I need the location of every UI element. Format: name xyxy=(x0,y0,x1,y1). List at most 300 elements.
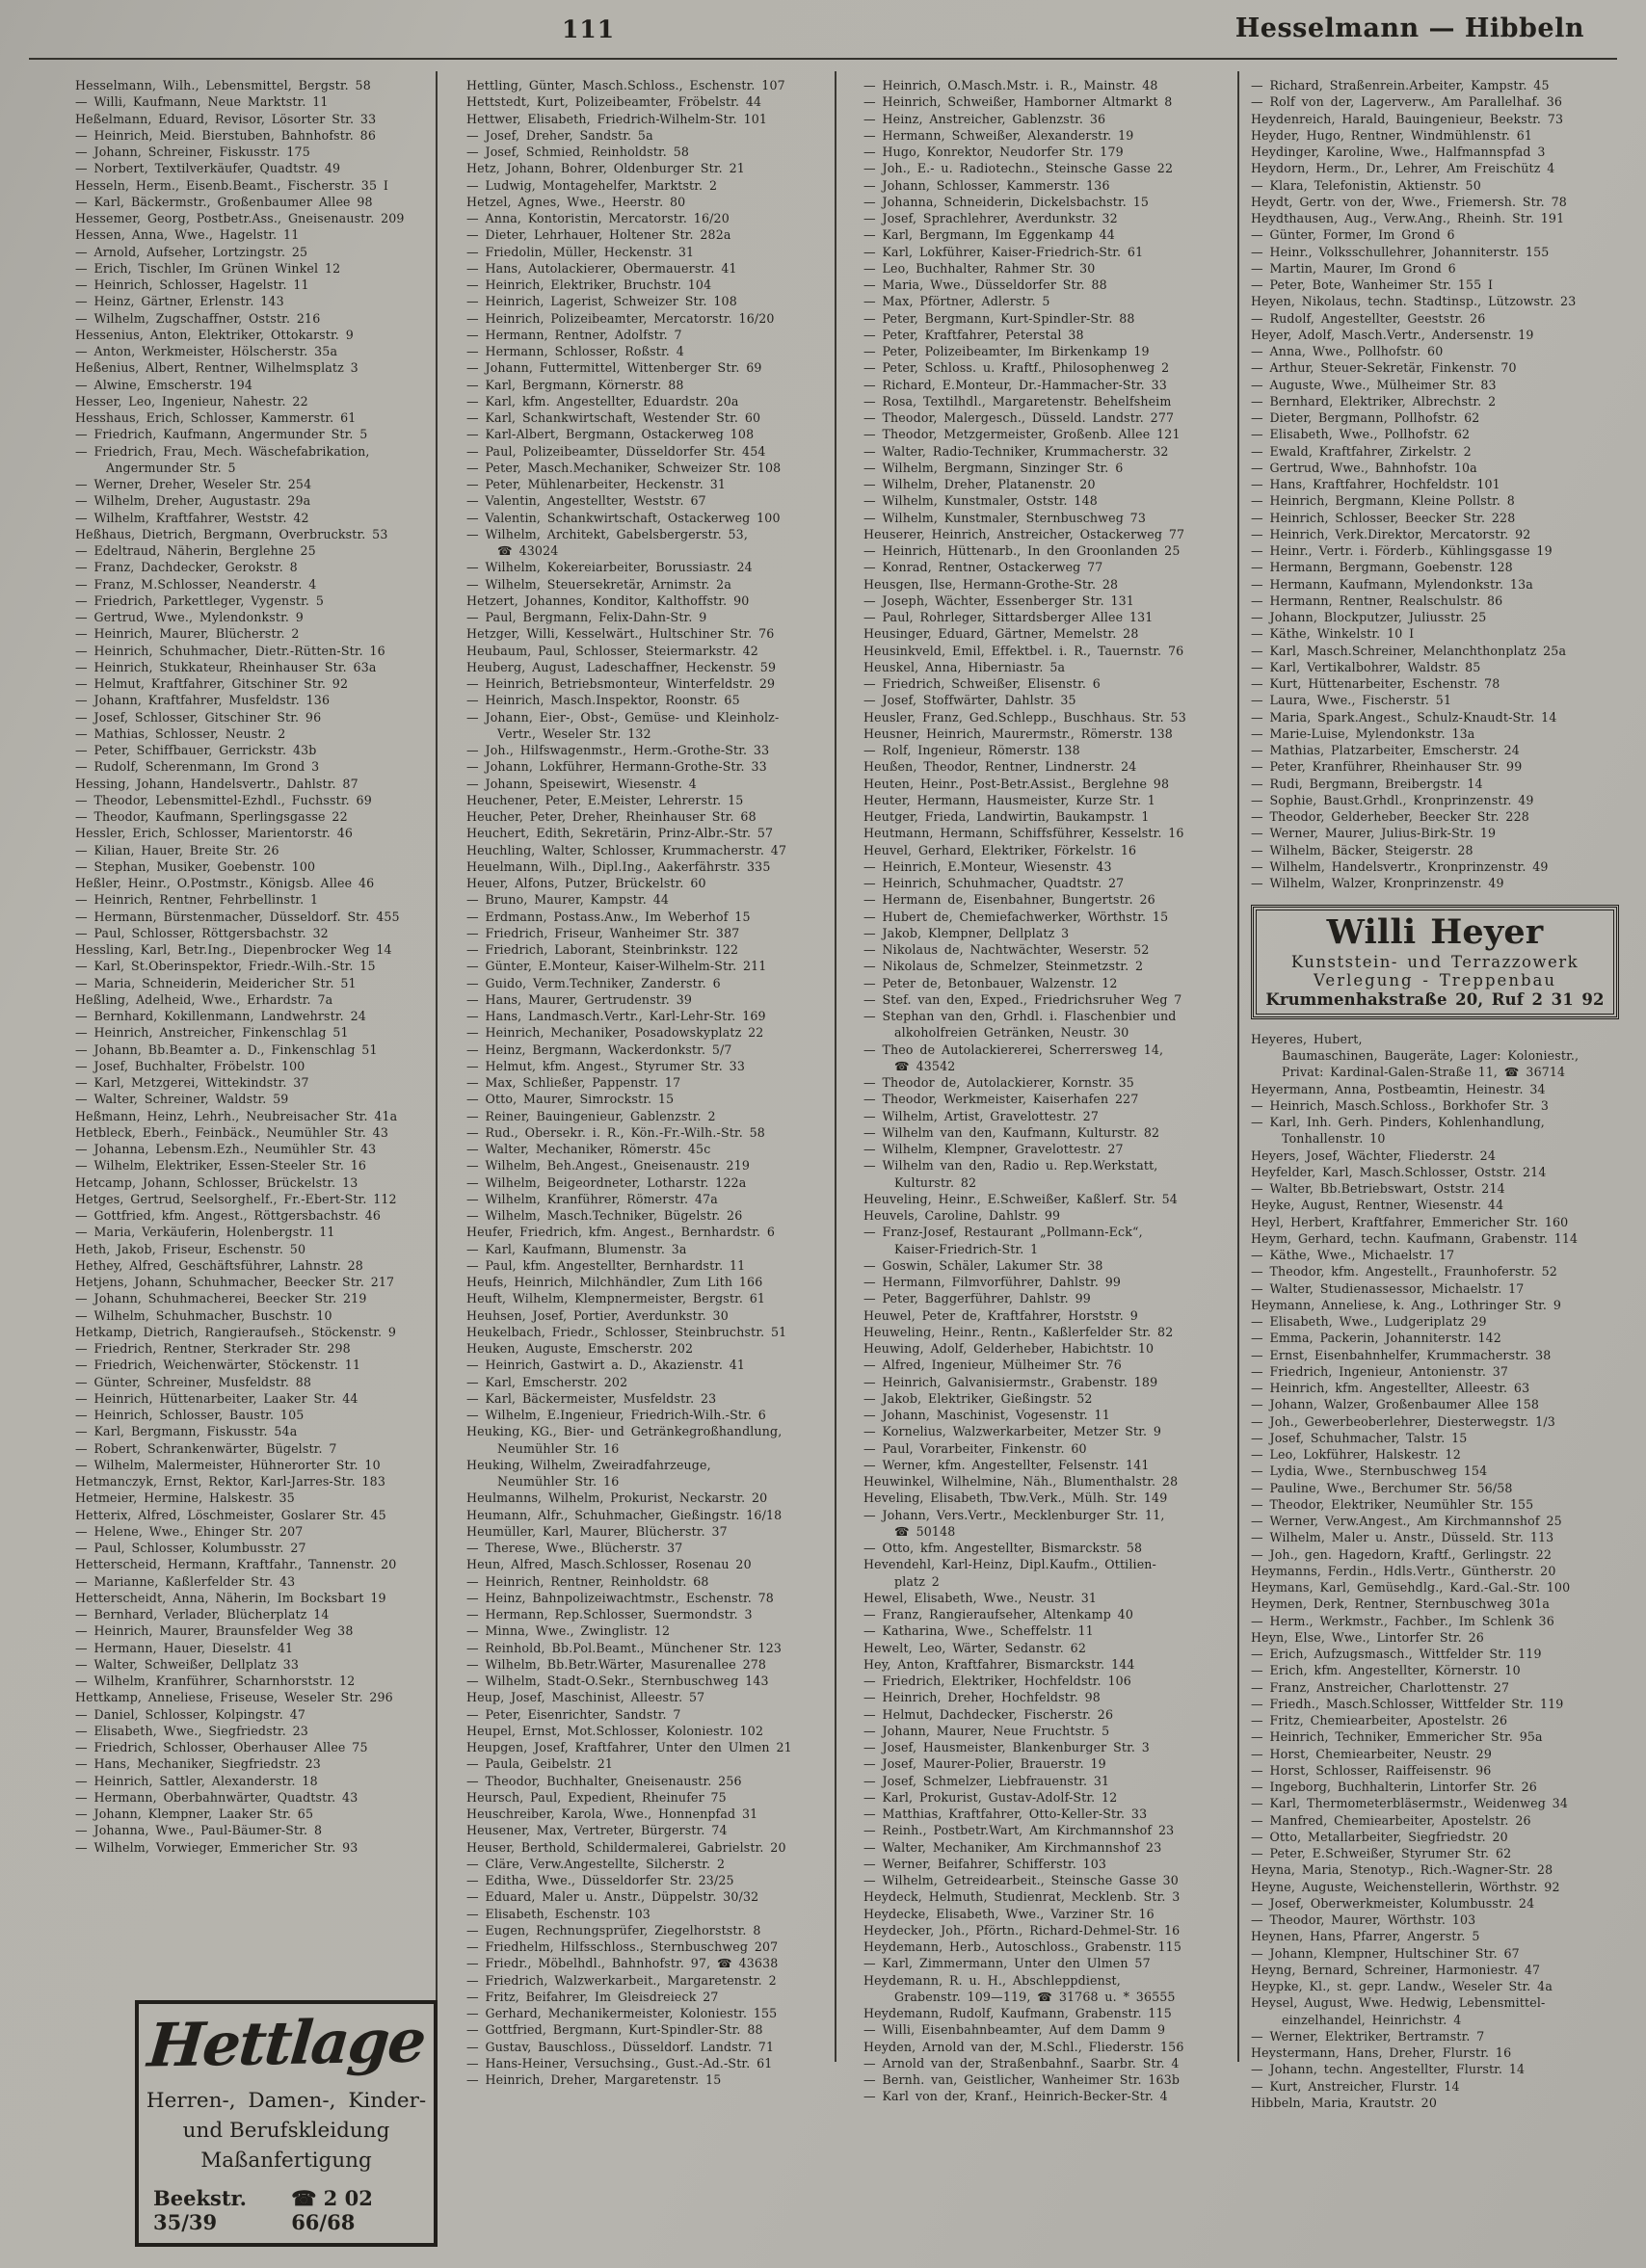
directory-entry-line: — Johann, Kraftfahrer, Musfeldstr. 136 xyxy=(75,693,331,708)
directory-entry-line: — Friedrich, Schlosser, Oberhauser Allee 75 xyxy=(75,1740,368,1754)
directory-entry-line: — Edeltraud, Näherin, Berglehne 25 xyxy=(75,543,316,558)
directory-entry-line: Angermunder Str. 5 xyxy=(106,460,236,475)
directory-entry-line: Heuter, Hermann, Hausmeister, Kurze Str. 1 xyxy=(863,792,1155,807)
directory-entry-line: — Bernh. van, Geistlicher, Wanheimer Str. 163b xyxy=(863,2072,1181,2087)
directory-entry-line: — Heinrich, kfm. Angestellter, Alleestr. 63 xyxy=(1251,1381,1530,1395)
directory-entry-line: — Arnold, Aufseher, Lortzingstr. 25 xyxy=(75,244,308,259)
directory-entry-line: — Friedhelm, Hilfsschloss., Sternbuschweg 207 xyxy=(466,1939,779,1954)
directory-entry-line: — Peter de, Betonbauer, Walzenstr. 12 xyxy=(863,975,1118,990)
directory-entry-line: — Johann, Klempner, Hultschiner Str. 67 xyxy=(1251,1945,1520,1961)
directory-entry-line: — Bruno, Maurer, Kampstr. 44 xyxy=(466,892,670,908)
directory-entry-line: — Anna, Kontoristin, Mercatorstr. 16/20 xyxy=(466,211,730,225)
directory-entry-line: Hey, Anton, Kraftfahrer, Bismarckstr. 144 xyxy=(863,1656,1135,1672)
directory-entry-line: — Josef, Stoffwärter, Dahlstr. 35 xyxy=(863,693,1076,708)
directory-entry-line: — Erich, Tischler, Im Grünen Winkel 12 xyxy=(75,260,341,276)
directory-entry-line: Heupgen, Josef, Kraftfahrer, Unter den Ulmen 21 xyxy=(466,1740,792,1754)
directory-entry-line: — Käthe, Wwe., Michaelstr. 17 xyxy=(1251,1248,1455,1262)
directory-entry-line: — Karl-Albert, Bergmann, Ostackerweg 108 xyxy=(466,427,755,442)
directory-entry-line: — Elisabeth, Wwe., Pollhofstr. 62 xyxy=(1251,427,1471,442)
directory-entry-line: Heth, Jakob, Friseur, Eschenstr. 50 xyxy=(75,1241,306,1256)
directory-entry-line: — Heinrich, Betriebsmonteur, Winterfeldstr. 29 xyxy=(466,676,776,691)
directory-entry-line: — Johann, Klempner, Laaker Str. 65 xyxy=(75,1806,314,1821)
directory-entry-line: Heyen, Nikolaus, techn. Stadtinsp., Lützowstr. 23 xyxy=(1251,294,1577,309)
directory-entry-line: Hetz, Johann, Bohrer, Oldenburger Str. 21 xyxy=(466,161,745,176)
directory-entry-line: — Hermann, Rep.Schlosser, Suermondstr. 3 xyxy=(466,1607,753,1622)
directory-entry-line: Heyna, Maria, Stenotyp., Rich.-Wagner-Str. 28 xyxy=(1251,1862,1553,1878)
directory-entry-line: — Wilhelm, Bb.Betr.Wärter, Masurenallee 278 xyxy=(466,1656,767,1672)
column-divider-2 xyxy=(835,71,836,2062)
directory-entry-line: — Willi, Kaufmann, Neue Marktstr. 11 xyxy=(75,94,329,110)
directory-entry-line: ☎ 50148 xyxy=(894,1523,956,1539)
ad-hettlage-logo: Hettlage xyxy=(145,2005,428,2081)
directory-entry-line: Heydinger, Karoline, Wwe., Halfmannspfad 3 xyxy=(1251,145,1546,159)
directory-entry-line: — Joh., Gewerbeoberlehrer, Diesterwegstr. 1/3 xyxy=(1251,1413,1555,1429)
directory-entry-line: Heuchener, Peter, E.Meister, Lehrerstr. 15 xyxy=(466,792,744,807)
directory-entry-line: Heßenius, Albert, Rentner, Wilhelmsplatz 3 xyxy=(75,360,358,376)
directory-entry-line: — Josef, Sprachlehrer, Averdunkstr. 32 xyxy=(863,211,1118,225)
directory-entry-line: — Heinr., Volksschullehrer, Johanniterstr. 155 xyxy=(1251,244,1550,259)
directory-entry-line: Heuweling, Heinr., Rentn., Kaßlerfelder Str. 82 xyxy=(863,1324,1174,1339)
directory-entry-line: Heuveling, Heinr., E.Schweißer, Kaßlerf. Str. 54 xyxy=(863,1191,1178,1206)
directory-entry-line: — Heinrich, E.Monteur, Wiesenstr. 43 xyxy=(863,858,1112,874)
directory-entry-line: — Walter, Radio-Techniker, Krummacherstr. 32 xyxy=(863,443,1169,459)
directory-entry-line: — Theodor, Metzgermeister, Großenb. Allee 121 xyxy=(863,427,1181,442)
directory-entry-line: Hessler, Erich, Schlosser, Marientorstr. 46 xyxy=(75,826,354,841)
directory-entry-line: — Peter, Schloss. u. Kraftf., Philosophenweg 2 xyxy=(863,360,1170,376)
directory-column-4-bottom xyxy=(1251,1031,1621,2111)
directory-entry-line: Heuelmann, Wilh., Dipl.Ing., Aakerfährstr. 335 xyxy=(466,858,771,874)
directory-entry-line: — Willi, Eisenbahnbeamter, Auf dem Damm 9 xyxy=(863,2022,1166,2038)
directory-entry-line: — Heinrich, Sattler, Alexanderstr. 18 xyxy=(75,1773,318,1788)
directory-entry-line: — Johann, techn. Angestellter, Flurstr. 14 xyxy=(1251,2062,1526,2077)
directory-entry-line: — Heinrich, Gastwirt a. D., Akazienstr. 41 xyxy=(466,1358,746,1373)
directory-entry-line: — Norbert, Textilverkäufer, Quadtstr. 49 xyxy=(75,161,341,176)
directory-entry-line: — Werner, Dreher, Weseler Str. 254 xyxy=(75,477,312,491)
directory-entry-line: — Walter, Schweißer, Dellplatz 33 xyxy=(75,1656,299,1672)
directory-entry-line: — Hermann de, Eisenbahner, Bungertstr. 26 xyxy=(863,892,1155,908)
directory-entry-line: Heursch, Paul, Expedient, Rheinufer 75 xyxy=(466,1789,727,1805)
directory-entry-line: Heyermann, Anna, Postbeamtin, Heinestr. 34 xyxy=(1251,1081,1546,1096)
directory-entry-line: Heuchling, Walter, Schlosser, Krummacherstr. 47 xyxy=(466,842,787,857)
ad-heyer-line1: Kunststein- und Terrazzowerk xyxy=(1290,953,1580,971)
directory-entry-line: — Karl, Metzgerei, Wittekindstr. 37 xyxy=(75,1075,309,1090)
directory-entry-line: Heuten, Heinr., Post-Betr.Assist., Berglehne 98 xyxy=(863,776,1170,791)
directory-entry-line: Heydeck, Helmuth, Studienrat, Mecklenb. Str. 3 xyxy=(863,1889,1181,1905)
directory-entry-line: Heuser, Berthold, Schildermalerei, Gabrielstr. 20 xyxy=(466,1839,786,1855)
directory-entry-line: Privat: Kardinal-Galen-Straße 11, ☎ 36714 xyxy=(1282,1065,1566,1080)
directory-entry-line: — Ernst, Eisenbahnhelfer, Krummacherstr. 38 xyxy=(1251,1347,1552,1362)
directory-entry-line: — Wilhelm, Elektriker, Essen-Steeler Str. 16 xyxy=(75,1158,367,1174)
directory-entry-line: — Hermann, Rentner, Adolfstr. 7 xyxy=(466,327,682,342)
page-number: 111 xyxy=(562,15,616,43)
directory-entry-line: — Friedrich, Rentner, Sterkrader Str. 298 xyxy=(75,1341,351,1356)
directory-entry-line: — Friedrich, Weichenwärter, Stöckenstr. 11 xyxy=(75,1358,361,1373)
directory-entry-line: — Theodor, Lebensmittel-Ezhdl., Fuchsstr. 69 xyxy=(75,792,372,807)
directory-entry-line: — Johann, Maschinist, Vogesenstr. 11 xyxy=(863,1408,1110,1422)
directory-entry-line: Hetjens, Johann, Schuhmacher, Beecker Str. 217 xyxy=(75,1275,395,1289)
directory-entry-line: Heuchert, Edith, Sekretärin, Prinz-Albr.-Str. 57 xyxy=(466,826,774,841)
directory-entry-line: Baumaschinen, Baugeräte, Lager: Koloniestr., xyxy=(1282,1048,1580,1063)
directory-entry-line: Heyfelder, Karl, Masch.Schlosser, Oststr. 214 xyxy=(1251,1164,1547,1179)
directory-entry-line: — Heinrich, Hüttenarbeiter, Laaker Str. 44 xyxy=(75,1390,358,1406)
directory-entry-line: — Heinrich, Rentner, Reinholdstr. 68 xyxy=(466,1573,709,1589)
directory-entry-line: — Ludwig, Montagehelfer, Marktstr. 2 xyxy=(466,177,718,193)
directory-entry-line: — Nikolaus de, Nachtwächter, Weserstr. 52 xyxy=(863,942,1150,957)
directory-entry-line: Hesshaus, Erich, Schlosser, Kammerstr. 61 xyxy=(75,410,357,425)
directory-entry-line: — Arnold van der, Straßenbahnf., Saarbr. Str. 4 xyxy=(863,2055,1180,2070)
directory-entry-line: — Marie-Luise, Mylendonkstr. 13a xyxy=(1251,725,1475,741)
directory-entry-line: — Wilhelm, Bergmann, Sinzinger Str. 6 xyxy=(863,460,1124,475)
directory-entry-line: — Johann, Walzer, Großenbaumer Allee 158 xyxy=(1251,1397,1540,1412)
directory-entry-line: — Wilhelm, Kunstmaler, Sternbuschweg 73 xyxy=(863,510,1147,525)
directory-entry-line: Heymans, Karl, Gemüsehdlg., Kard.-Gal.-Str. 100 xyxy=(1251,1580,1571,1595)
directory-entry-line: — Bernhard, Elektriker, Albrechstr. 2 xyxy=(1251,393,1497,409)
directory-entry-line: Heyng, Bernard, Schreiner, Harmoniestr. 47 xyxy=(1251,1962,1541,1977)
directory-entry-line: — Anton, Werkmeister, Hölscherstr. 35a xyxy=(75,344,338,358)
directory-entry-line: — Friedolin, Müller, Heckenstr. 31 xyxy=(466,244,695,259)
directory-entry-line: Heydt, Gertr. von der, Wwe., Friemersh. Str. 78 xyxy=(1251,194,1567,209)
directory-entry-line: alkoholfreien Getränken, Neustr. 30 xyxy=(894,1025,1129,1041)
directory-entry-line: — Helene, Wwe., Ehinger Str. 207 xyxy=(75,1523,304,1539)
directory-entry-line: — Heinrich, Schweißer, Hamborner Altmarkt 8 xyxy=(863,94,1173,110)
directory-entry-line: — Wilhelm, Masch.Techniker, Bügelstr. 26 xyxy=(466,1208,743,1223)
directory-entry-line: Heymanns, Ferdin., Hdls.Vertr., Güntherstr. 20 xyxy=(1251,1563,1556,1578)
directory-entry-line: — Werner, kfm. Angestellter, Felsenstr. 141 xyxy=(863,1457,1150,1472)
directory-entry-line: — Wilhelm, Schuhmacher, Buschstr. 10 xyxy=(75,1307,332,1323)
directory-entry-line: Heßhaus, Dietrich, Bergmann, Overbruckstr. 53 xyxy=(75,526,388,541)
directory-entry-line: — Theodor de, Autolackierer, Kornstr. 35 xyxy=(863,1075,1134,1090)
directory-entry-line: — Bernhard, Kokillenmann, Landwehrstr. 24 xyxy=(75,1009,366,1023)
directory-entry-line: — Theodor, Werkmeister, Kaiserhafen 227 xyxy=(863,1092,1139,1107)
directory-entry-line: Heyn, Else, Wwe., Lintorfer Str. 26 xyxy=(1251,1629,1484,1645)
directory-entry-line: — Elisabeth, Wwe., Ludgeriplatz 29 xyxy=(1251,1314,1487,1329)
directory-entry-line: — Peter, Mühlenarbeiter, Heckenstr. 31 xyxy=(466,477,727,491)
directory-entry-line: — Hans, Maurer, Gertrudenstr. 39 xyxy=(466,991,693,1007)
directory-entry-line: — Heinrich, Maurer, Blücherstr. 2 xyxy=(75,626,300,642)
directory-entry-line: — Otto, kfm. Angestellter, Bismarckstr. 58 xyxy=(863,1541,1143,1555)
directory-entry-line: — Paul, Vorarbeiter, Finkenstr. 60 xyxy=(863,1440,1087,1456)
directory-entry-line: — Johann, Eier-, Obst-, Gemüse- und Kleinholz- xyxy=(466,709,780,725)
directory-entry-line: Heydemann, Rudolf, Kaufmann, Grabenstr. 115 xyxy=(863,2006,1172,2020)
directory-entry-line: — Wilhelm van den, Radio u. Rep.Werkstatt, xyxy=(863,1158,1158,1174)
directory-entry-line: — Wilhelm, Stadt-O.Sekr., Sternbuschweg 143 xyxy=(466,1674,769,1688)
directory-entry-line: Hettkamp, Anneliese, Friseuse, Weseler Str. 296 xyxy=(75,1690,393,1705)
directory-entry-line: — Karl, Prokurist, Gustav-Adolf-Str. 12 xyxy=(863,1789,1118,1805)
directory-entry-line: — Friedrich, Kaufmann, Angermunder Str. 5 xyxy=(75,427,368,442)
directory-entry-line: — Theodor, kfm. Angestellt., Fraunhoferstr. 52 xyxy=(1251,1264,1557,1279)
directory-entry-line: Heßling, Adelheid, Wwe., Erhardstr. 7a xyxy=(75,991,333,1007)
directory-entry-line: — Alwine, Emscherstr. 194 xyxy=(75,377,253,392)
directory-entry-line: — Wilhelm, Kranführer, Scharnhorststr. 12 xyxy=(75,1674,356,1688)
directory-entry-line: Heuhsen, Josef, Portier, Averdunkstr. 30 xyxy=(466,1307,729,1323)
directory-entry-line: — Wilhelm, Vorwieger, Emmericher Str. 93 xyxy=(75,1839,358,1855)
directory-entry-line: Heymen, Derk, Rentner, Sternbuschweg 301a xyxy=(1251,1596,1551,1612)
directory-entry-line: — Lydia, Wwe., Sternbuschweg 154 xyxy=(1251,1464,1488,1479)
directory-entry-line: — Heinrich, Bergmann, Kleine Pollstr. 8 xyxy=(1251,493,1515,509)
directory-entry-line: Heuskel, Anna, Hiberniastr. 5a xyxy=(863,659,1066,674)
directory-column-3 xyxy=(863,77,1234,2105)
directory-entry-line: — Kilian, Hauer, Breite Str. 26 xyxy=(75,842,279,857)
directory-entry-line: Heupel, Ernst, Mot.Schlosser, Koloniestr. 102 xyxy=(466,1723,764,1738)
directory-entry-line: Heucher, Peter, Dreher, Rheinhauser Str. 68 xyxy=(466,809,757,824)
directory-entry-line: — Wilhelm van den, Kaufmann, Kulturstr. 82 xyxy=(863,1124,1160,1140)
ad-hettlage xyxy=(135,2000,438,2247)
directory-entry-line: — Elisabeth, Wwe., Siegfriedstr. 23 xyxy=(75,1723,308,1738)
directory-entry-line: — Heinrich, Rentner, Fehrbellinstr. 1 xyxy=(75,892,319,908)
directory-entry-line: — Peter, Bergmann, Kurt-Spindler-Str. 88 xyxy=(863,310,1135,326)
directory-entry-line: — Günter, Schreiner, Musfeldstr. 88 xyxy=(75,1374,312,1389)
directory-entry-line: — Wilhelm, Kokereiarbeiter, Borussiastr. 24 xyxy=(466,560,753,575)
directory-entry-line: — Wilhelm, Beigeordneter, Lotharstr. 122a xyxy=(466,1174,747,1190)
directory-entry-line: Heuwing, Adolf, Gelderheber, Habichtstr. 10 xyxy=(863,1341,1155,1356)
directory-entry-line: Hetmanczyk, Ernst, Rektor, Karl-Jarres-Str. 183 xyxy=(75,1474,386,1489)
directory-entry-line: ☎ 43542 xyxy=(894,1058,956,1073)
directory-entry-line: — Johanna, Lebensm.Ezh., Neumühler Str. 43 xyxy=(75,1142,377,1156)
directory-entry-line: — Karl, St.Oberinspektor, Friedr.-Wilh.-Str. 15 xyxy=(75,959,376,974)
directory-entry-line: Heuwel, Peter de, Kraftfahrer, Horststr. 9 xyxy=(863,1307,1138,1323)
directory-entry-line: — Wilhelm, Handelsvertr., Kronprinzenstr. 49 xyxy=(1251,858,1549,874)
directory-entry-line: — Josef, Maurer-Polier, Brauerstr. 19 xyxy=(863,1756,1106,1772)
directory-entry-line: — Hans-Heiner, Versuchsing., Gust.-Ad.-Str. 61 xyxy=(466,2055,773,2070)
directory-entry-line: — Peter, Eisenrichter, Sandstr. 7 xyxy=(466,1706,681,1722)
directory-entry-line: — Stef. van den, Exped., Friedrichsruher Weg 7 xyxy=(863,991,1182,1007)
directory-entry-line: — Heinrich, Schlosser, Baustr. 105 xyxy=(75,1408,305,1422)
directory-entry-line: — Valentin, Schankwirtschaft, Ostackerweg 100 xyxy=(466,510,781,525)
directory-entry-line: — Heinrich, Schlosser, Hagelstr. 11 xyxy=(75,277,309,292)
directory-entry-line: Heyers, Josef, Wächter, Fliederstr. 24 xyxy=(1251,1147,1497,1163)
directory-entry-line: — Ewald, Kraftfahrer, Zirkelstr. 2 xyxy=(1251,443,1472,459)
directory-entry-line: — Pauline, Wwe., Berchumer Str. 56/58 xyxy=(1251,1480,1513,1495)
directory-entry-line: Heydenreich, Harald, Bauingenieur, Beekstr. 73 xyxy=(1251,111,1564,126)
directory-entry-line: — Karl, Kaufmann, Blumenstr. 3a xyxy=(466,1241,687,1256)
directory-entry-line: — Karl, Bergmann, Im Eggenkamp 44 xyxy=(863,227,1115,243)
directory-entry-line: — Walter, Mechaniker, Am Kirchmannshof 23 xyxy=(863,1839,1162,1855)
directory-entry-line: Hetterscheid, Hermann, Kraftfahr., Tannenstr. 20 xyxy=(75,1557,397,1572)
directory-entry-line: — Paul, Rohrleger, Sittardsberger Allee 131 xyxy=(863,610,1154,624)
directory-entry-line: — Theodor, Elektriker, Neumühler Str. 155 xyxy=(1251,1496,1534,1512)
directory-entry-line: — Wilhelm, Maler u. Anstr., Düsseld. Str. 113 xyxy=(1251,1530,1554,1545)
directory-entry-line: Heukelbach, Friedr., Schlosser, Steinbruchstr. 51 xyxy=(466,1324,787,1339)
directory-entry-line: — Josef, Schuhmacher, Talstr. 15 xyxy=(1251,1430,1468,1445)
directory-entry-line: Heumann, Alfr., Schuhmacher, Gießingstr. 16/18 xyxy=(466,1507,783,1522)
directory-entry-line: — Johanna, Schneiderin, Dickelsbachstr. 15 xyxy=(863,194,1150,209)
directory-entry-line: — Peter, Schiffbauer, Gerrickstr. 43b xyxy=(75,743,317,757)
directory-entry-line: — Hans, Kraftfahrer, Hochfeldstr. 101 xyxy=(1251,477,1500,491)
directory-entry-line: — Paul, Bergmann, Felix-Dahn-Str. 9 xyxy=(466,610,707,624)
directory-entry-line: — Theodor, Buchhalter, Gneisenaustr. 256 xyxy=(466,1773,742,1788)
directory-entry-line: Heym, Gerhard, techn. Kaufmann, Grabenstr. 114 xyxy=(1251,1230,1579,1246)
directory-entry-line: — Josef, Schmied, Reinholdstr. 58 xyxy=(466,145,690,159)
directory-entry-line: — Heinz, Bahnpolizeiwachtmstr., Eschenstr. 78 xyxy=(466,1590,774,1605)
directory-entry-line: — Karl, Bäckermeister, Musfeldstr. 23 xyxy=(466,1390,717,1406)
directory-entry-line: — Leo, Lokführer, Halskestr. 12 xyxy=(1251,1447,1461,1462)
directory-entry-line: — Rolf von der, Lagerverw., Am Parallelhaf. 36 xyxy=(1251,94,1563,110)
directory-entry-line: Heusinger, Eduard, Gärtner, Memelstr. 28 xyxy=(863,626,1139,642)
directory-entry-line: — Josef, Schlosser, Gitschiner Str. 96 xyxy=(75,709,322,725)
directory-entry-line: — Hermann, Rentner, Realschulstr. 86 xyxy=(1251,593,1503,608)
directory-entry-line: — Johann, Futtermittel, Wittenberger Str. 69 xyxy=(466,360,762,376)
directory-entry-line: — Karl, Thermometerbläsermstr., Weidenweg 34 xyxy=(1251,1796,1568,1811)
directory-entry-line: — Wilhelm, Getreidearbeit., Steinsche Gasse 30 xyxy=(863,1873,1179,1887)
directory-entry-line: — Joseph, Wächter, Essenberger Str. 131 xyxy=(863,593,1134,608)
directory-entry-line: Heveling, Elisabeth, Tbw.Verk., Mülh. Str. 149 xyxy=(863,1490,1168,1506)
directory-entry-line: — Konrad, Rentner, Ostackerweg 77 xyxy=(863,560,1103,575)
directory-entry-line: Hessen, Anna, Wwe., Hagelstr. 11 xyxy=(75,227,300,243)
directory-entry-line: — Johann, Bb.Beamter a. D., Finkenschlag 51 xyxy=(75,1042,378,1057)
directory-column-2 xyxy=(466,77,831,2088)
directory-entry-line: — Richard, E.Monteur, Dr.-Hammacher-Str. 33 xyxy=(863,377,1167,392)
directory-entry-line: — Paul, Schlosser, Röttgersbachstr. 32 xyxy=(75,925,329,940)
directory-entry-line: Heuberg, August, Ladeschaffner, Heckenstr. 59 xyxy=(466,659,777,674)
directory-entry-line: Hettling, Günter, Masch.Schloss., Eschenstr. 107 xyxy=(466,78,785,92)
directory-entry-line: Heßmann, Heinz, Lehrh., Neubreisacher Str. 41a xyxy=(75,1108,398,1123)
directory-entry-line: — Wilhelm, Dreher, Augustastr. 29a xyxy=(75,493,311,509)
directory-entry-line: — Hugo, Konrektor, Neudorfer Str. 179 xyxy=(863,145,1124,159)
directory-entry-line: — Franz, Rangieraufseher, Altenkamp 40 xyxy=(863,1607,1133,1622)
directory-entry-line: Hessenius, Anton, Elektriker, Ottokarstr. 9 xyxy=(75,327,354,342)
directory-entry-line: — Helmut, Dachdecker, Fischerstr. 26 xyxy=(863,1706,1114,1722)
directory-entry-line: Neumühler Str. 16 xyxy=(497,1474,620,1489)
directory-entry-line: — Franz-Josef, Restaurant „Pollmann-Eck“, xyxy=(863,1225,1143,1240)
directory-entry-line: Heubaum, Paul, Schlosser, Steiermarkstr. 42 xyxy=(466,643,758,658)
directory-entry-line: Heuking, KG., Bier- und Getränkegroßhandlung, xyxy=(466,1424,783,1439)
directory-entry-line: Hewelt, Leo, Wärter, Sedanstr. 62 xyxy=(863,1640,1087,1655)
directory-entry-line: — Friedrich, Elektriker, Hochfeldstr. 106 xyxy=(863,1674,1131,1688)
directory-entry-line: — Gerhard, Mechanikermeister, Koloniestr. 155 xyxy=(466,2006,778,2020)
directory-entry-line: — Gustav, Bauschloss., Düsseldorf. Landstr. 71 xyxy=(466,2039,775,2054)
directory-entry-line: Hetmeier, Hermine, Halskestr. 35 xyxy=(75,1490,295,1506)
directory-entry-line: Hevendehl, Karl-Heinz, Dipl.Kaufm., Ottilien- xyxy=(863,1557,1156,1572)
directory-entry-line: Heypke, Kl., st. gepr. Landw., Weseler Str. 4a xyxy=(1251,1979,1553,1993)
directory-entry-line: — Therese, Wwe., Blücherstr. 37 xyxy=(466,1541,683,1555)
directory-entry-line: — Cläre, Verw.Angestellte, Silcherstr. 2 xyxy=(466,1856,726,1871)
directory-entry-line: Heuer, Alfons, Putzer, Brückelstr. 60 xyxy=(466,876,706,890)
directory-entry-line: — Joh., E.- u. Radiotechn., Steinsche Gasse 22 xyxy=(863,161,1174,176)
directory-entry-line: — Emma, Packerin, Johanniterstr. 142 xyxy=(1251,1331,1501,1346)
directory-entry-line: — Jakob, Klempner, Dellplatz 3 xyxy=(863,925,1070,940)
directory-entry-line: Hesser, Leo, Ingenieur, Nahestr. 22 xyxy=(75,393,308,409)
directory-entry-line: — Reinhold, Bb.Pol.Beamt., Münchener Str. 123 xyxy=(466,1640,783,1655)
directory-entry-line: Hibbeln, Maria, Krautstr. 20 xyxy=(1251,2095,1437,2110)
directory-entry-line: Heutmann, Hermann, Schiffsführer, Kesselstr. 16 xyxy=(863,826,1184,841)
directory-entry-line: Heuschreiber, Karola, Wwe., Honnenpfad 31 xyxy=(466,1806,758,1821)
directory-entry-line: Heußen, Theodor, Rentner, Lindnerstr. 24 xyxy=(863,759,1137,775)
directory-entry-line: — Peter, E.Schweißer, Styrumer Str. 62 xyxy=(1251,1846,1512,1860)
directory-entry-line: Vertr., Weseler Str. 132 xyxy=(497,725,651,741)
directory-entry-line: Heynen, Hans, Pfarrer, Angerstr. 5 xyxy=(1251,1929,1480,1944)
directory-entry-line: — Johann, Vers.Vertr., Mecklenburger Str. 11, xyxy=(863,1507,1165,1522)
directory-entry-line: — Robert, Schrankenwärter, Bügelstr. 7 xyxy=(75,1440,337,1456)
column-divider-3 xyxy=(1237,71,1239,2062)
directory-entry-line: — Günter, E.Monteur, Kaiser-Wilhelm-Str. 211 xyxy=(466,959,767,974)
directory-entry-line: Heydthausen, Aug., Verw.Ang., Rheinh. Str. 191 xyxy=(1251,211,1565,225)
directory-entry-line: — Heinrich, Masch.Schloss., Borkhofer Str. 3 xyxy=(1251,1097,1550,1113)
directory-entry-line: — Reiner, Bauingenieur, Gablenzstr. 2 xyxy=(466,1108,716,1123)
directory-entry-line: — Rudolf, Angestellter, Geeststr. 26 xyxy=(1251,310,1486,326)
directory-entry-line: — Friedrich, Ingenieur, Antonienstr. 37 xyxy=(1251,1363,1509,1379)
ad-hettlage-address: Beekstr. 35/39 xyxy=(153,2186,247,2234)
directory-entry-line: — Heinrich, Techniker, Emmericher Str. 95a xyxy=(1251,1729,1543,1745)
directory-entry-line: — Peter, Kraftfahrer, Peterstal 38 xyxy=(863,327,1084,342)
directory-entry-line: — Anna, Wwe., Pollhofstr. 60 xyxy=(1251,344,1444,358)
directory-entry-line: — Hermann, Hauer, Dieselstr. 41 xyxy=(75,1640,294,1655)
directory-entry-line: Neumühler Str. 16 xyxy=(497,1440,620,1456)
directory-entry-line: — Sophie, Baust.Grhdl., Kronprinzenstr. 49 xyxy=(1251,792,1534,807)
directory-entry-line: — Josef, Hausmeister, Blankenburger Str. 3 xyxy=(863,1740,1150,1754)
directory-entry-line: Heydemann, Herb., Autoschloss., Grabenstr. 115 xyxy=(863,1939,1182,1954)
directory-entry-line: Hethey, Alfred, Geschäftsführer, Lahnstr. 28 xyxy=(75,1257,363,1273)
directory-entry-line: Heydecker, Joh., Pförtn., Richard-Dehmel-Str. 16 xyxy=(863,1922,1181,1938)
directory-entry-line: — Hermann, Filmvorführer, Dahlstr. 99 xyxy=(863,1275,1122,1289)
directory-entry-line: — Gottfried, Bergmann, Kurt-Spindler-Str. 88 xyxy=(466,2022,763,2038)
directory-entry-line: — Gertrud, Wwe., Bahnhofstr. 10a xyxy=(1251,460,1477,475)
directory-entry-line: — Karl, Vertikalbohrer, Waldstr. 85 xyxy=(1251,659,1481,674)
directory-entry-line: — Manfred, Chemiearbeiter, Apostelstr. 26 xyxy=(1251,1812,1531,1828)
header-rule xyxy=(29,58,1617,60)
directory-entry-line: — Heinr., Vertr. i. Förderb., Kühlingsgasse 19 xyxy=(1251,543,1553,558)
directory-entry-line: — Peter, Bote, Wanheimer Str. 155 I xyxy=(1251,277,1494,292)
directory-entry-line: — Heinrich, Hüttenarb., In den Groonlanden 25 xyxy=(863,543,1181,558)
directory-entry-line: — Rudi, Bergmann, Breibergstr. 14 xyxy=(1251,776,1483,791)
directory-entry-line: Heuft, Wilhelm, Klempnermeister, Bergstr. 61 xyxy=(466,1291,766,1306)
directory-entry-line: — Karl, Emscherstr. 202 xyxy=(466,1374,628,1389)
directory-entry-line: — Johanna, Wwe., Paul-Bäumer-Str. 8 xyxy=(75,1823,323,1838)
directory-entry-line: Hetzger, Willi, Kesselwärt., Hultschiner Str. 76 xyxy=(466,626,775,642)
directory-entry-line: Heyl, Herbert, Kraftfahrer, Emmericher Str. 160 xyxy=(1251,1214,1569,1229)
directory-entry-line: Hewel, Elisabeth, Wwe., Neustr. 31 xyxy=(863,1590,1098,1605)
directory-entry-line: — Heinrich, Dreher, Margaretenstr. 15 xyxy=(466,2072,722,2087)
directory-entry-line: — Franz, Anstreicher, Charlottenstr. 27 xyxy=(1251,1679,1510,1695)
directory-entry-line: — Karl, Masch.Schreiner, Melanchthonplatz 25a xyxy=(1251,643,1567,658)
directory-entry-line: — Wilhelm, Zugschaffner, Oststr. 216 xyxy=(75,310,321,326)
directory-entry-line: Heumüller, Karl, Maurer, Blücherstr. 37 xyxy=(466,1523,728,1539)
directory-entry-line: — Mathias, Schlosser, Neustr. 2 xyxy=(75,725,286,741)
directory-entry-line: — Heinrich, Schuhmacher, Dietr.-Rütten-Str. 16 xyxy=(75,643,385,658)
directory-entry-line: — Richard, Straßenrein.Arbeiter, Kampstr. 45 xyxy=(1251,78,1550,92)
directory-entry-line: — Friedh., Masch.Schlosser, Wittfelder Str. 119 xyxy=(1251,1696,1564,1711)
directory-entry-line: — Karl, Bäckermstr., Großenbaumer Allee 98 xyxy=(75,194,373,209)
directory-entry-line: — Wilhelm, Steuersekretär, Arnimstr. 2a xyxy=(466,576,732,592)
column-divider-1 xyxy=(436,71,438,2062)
directory-entry-line: Tonhallenstr. 10 xyxy=(1282,1131,1386,1147)
directory-entry-line: — Wilhelm, Artist, Gravelottestr. 27 xyxy=(863,1108,1099,1123)
ad-heyer-title: Willi Heyer xyxy=(1326,912,1544,953)
directory-entry-line: — Theodor, Gelderheber, Beecker Str. 228 xyxy=(1251,809,1529,824)
ad-hettlage-phone: ☎ 2 02 66/68 xyxy=(291,2186,373,2234)
directory-entry-line: — Wilhelm, Bäcker, Steigerstr. 28 xyxy=(1251,842,1473,857)
phone-icon: ☎ xyxy=(291,2186,317,2210)
directory-entry-line: Heßler, Heinr., O.Postmstr., Königsb. Allee 46 xyxy=(75,876,375,890)
directory-entry-line: — Walter, Studienassessor, Michaelstr. 17 xyxy=(1251,1280,1525,1296)
directory-entry-line: — Johann, Schlosser, Kammerstr. 136 xyxy=(863,177,1110,193)
directory-entry-line: — Hubert de, Chemiefachwerker, Wörthstr. 15 xyxy=(863,909,1169,924)
directory-entry-line: — Josef, Dreher, Sandstr. 5a xyxy=(466,127,653,143)
directory-entry-line: Heutger, Frieda, Landwirtin, Baukampstr. 1 xyxy=(863,809,1150,824)
directory-entry-line: — Joh., gen. Hagedorn, Kraftf., Gerlingstr. 22 xyxy=(1251,1546,1553,1562)
directory-entry-line: — Katharina, Wwe., Scheffelstr. 11 xyxy=(863,1623,1094,1639)
directory-entry-line: Heymann, Anneliese, k. Ang., Lothringer Str. 9 xyxy=(1251,1297,1562,1312)
directory-entry-line: Heusner, Heinrich, Maurermstr., Römerstr. 138 xyxy=(863,725,1173,741)
directory-entry-line: Heusener, Max, Vertreter, Bürgerstr. 74 xyxy=(466,1823,728,1838)
directory-entry-line: Hesseln, Herm., Eisenb.Beamt., Fischerstr. 35 I xyxy=(75,177,388,193)
directory-entry-line: — Heinrich, Elektriker, Bruchstr. 104 xyxy=(466,277,712,292)
ad-hettlage-footer xyxy=(153,2186,419,2234)
directory-entry-line: — Eduard, Maler u. Anstr., Düppelstr. 30/32 xyxy=(466,1889,759,1905)
directory-entry-line: — Johann, Speisewirt, Wiesenstr. 4 xyxy=(466,776,697,791)
directory-entry-line: — Ingeborg, Buchhalterin, Lintorfer Str. 26 xyxy=(1251,1780,1537,1794)
directory-entry-line: — Horst, Chemiearbeiter, Neustr. 29 xyxy=(1251,1746,1492,1761)
ad-heyer-address: Krummenhakstraße 20, Ruf 2 31 92 xyxy=(1265,989,1605,1009)
